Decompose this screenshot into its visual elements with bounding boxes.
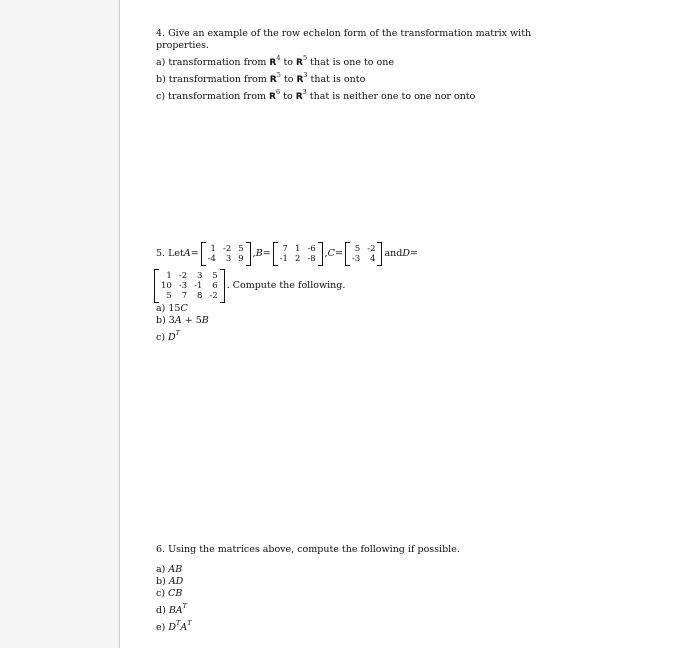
q6-item-a: a) AB xyxy=(156,564,183,575)
matrix-b-cell: -1 xyxy=(279,254,288,264)
matrix-c-cell: 5 xyxy=(354,244,361,254)
matrix-b-cell: -8 xyxy=(307,254,316,264)
matrix-a-cell: -4 xyxy=(207,254,216,264)
matrix-a-cell: 5 xyxy=(238,244,244,254)
matrix-d-cell: -1 xyxy=(194,281,203,291)
matrix-a-cell: 9 xyxy=(238,254,244,264)
matrix-d-cell: 6 xyxy=(212,281,218,291)
matrix-a-cell: -2 xyxy=(222,244,232,254)
q5-matrix-d-row xyxy=(156,269,616,303)
matrix-a-cell: 1 xyxy=(210,244,216,254)
matrix-c xyxy=(345,242,383,266)
q6-item-d: d) $BA^T$ xyxy=(156,602,187,616)
matrix-b-label: B xyxy=(255,248,263,259)
matrix-a xyxy=(201,242,251,266)
question-4 xyxy=(156,28,576,103)
q5-item-c: c) $D^T$ xyxy=(156,329,181,343)
matrix-d-cell: -3 xyxy=(178,281,188,291)
question-6 xyxy=(156,544,460,634)
matrix-c-label: C xyxy=(327,248,335,259)
q6-item-b: b) AD xyxy=(156,576,184,587)
q4-intro-line2: properties. xyxy=(156,40,209,51)
matrix-b-cell: 7 xyxy=(282,244,288,254)
matrix-b-cell: 2 xyxy=(294,254,301,264)
matrix-c-cell: -2 xyxy=(367,244,376,254)
q4-item-a: a) transformation from $R^4$ to $R^5$ that is one to one xyxy=(156,54,394,68)
matrix-d-cell: 5 xyxy=(212,271,218,281)
matrix-a-cell: 3 xyxy=(225,254,232,264)
matrix-d-cell: -2 xyxy=(178,271,188,281)
matrix-d-cell: 8 xyxy=(196,291,203,301)
question-5 xyxy=(156,242,616,344)
q6-item-c: c) CB xyxy=(156,588,183,599)
q6-item-e: e) $D^TA^T$ xyxy=(156,619,192,633)
q5-item-a: a) 15C xyxy=(156,303,188,314)
matrix-d-label: D xyxy=(402,248,410,259)
matrix-b xyxy=(273,242,323,266)
q5-compute-text: . Compute the following. xyxy=(226,280,346,291)
matrix-d-cell: 5 xyxy=(166,291,172,301)
matrix-d-cell: 1 xyxy=(166,271,172,281)
matrix-b-cell: 1 xyxy=(294,244,301,254)
q5-let: 5. Let xyxy=(156,248,184,259)
matrix-c-cell: 4 xyxy=(370,254,376,264)
matrix-d-cell: 10 xyxy=(161,281,172,291)
matrix-b-cell: -6 xyxy=(307,244,316,254)
matrix-c-cell: -3 xyxy=(351,254,361,264)
matrix-a-label: A xyxy=(183,248,191,259)
q4-intro-line1: 4. Give an example of the row echelon form of the transformation matrix with xyxy=(156,28,532,39)
q4-item-b: b) transformation from $R^5$ to $R^3$ that is onto xyxy=(156,71,366,85)
q5-item-b: b) 3A + 5B xyxy=(156,315,209,326)
q5-matrix-row: 5. Let A = 1 -2 5 -4 3 9 , B = 7 1 -6 -1 2 -8 , C = 5 -2 -3 4 and D = xyxy=(156,244,418,264)
matrix-d xyxy=(154,269,225,303)
matrix-d-cell: 7 xyxy=(181,291,188,301)
q6-title: 6. Using the matrices above, compute the following if possible. xyxy=(156,544,460,555)
matrix-d-cell: -2 xyxy=(209,291,218,301)
matrix-d-cell: 3 xyxy=(196,271,203,281)
q4-item-c: c) transformation from $R^6$ to $R^3$ that is neither one to one nor onto xyxy=(156,88,476,102)
